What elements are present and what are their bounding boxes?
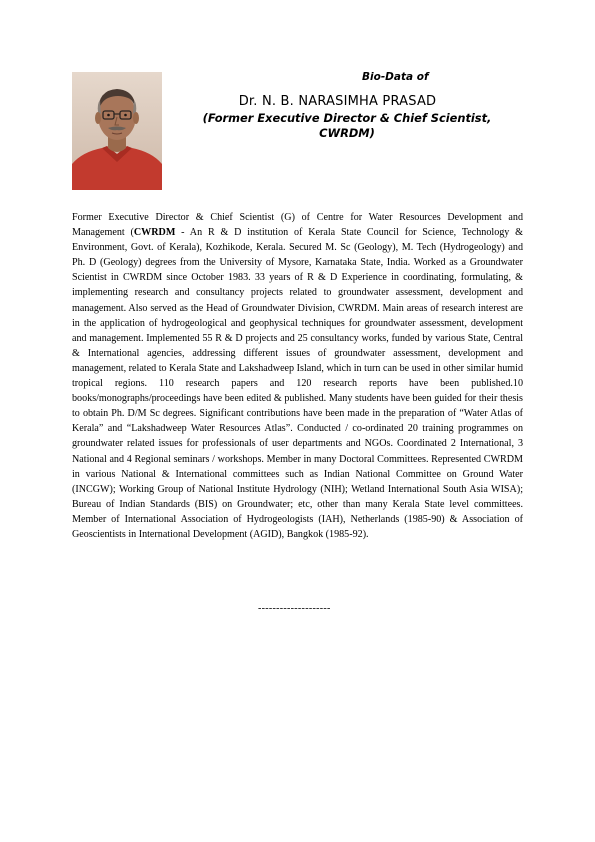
end-separator: -------------------- <box>258 603 331 614</box>
bio-bold-term: CWRDM <box>133 227 176 239</box>
bio-paragraph <box>72 210 523 542</box>
portrait-photo <box>72 72 162 190</box>
portrait-illustration <box>72 72 162 190</box>
person-name: Dr. N. B. NARASIMHA PRASAD <box>238 94 437 109</box>
biodata-label: Bio-Data of <box>362 71 429 83</box>
bio-text-start: Former Executive Director & Chief Scientist (G) of Centre for Water Resources Development and Management ( <box>72 212 523 239</box>
bio-text-rest: - An R & D institution of Kerala State Council for Science, Technology & Environment, Govt. of Kerala), Kozhikode, Kerala. Secured M. Sc (Geology), M. Tech (Hydrogeology) and Ph. D (Geology) degrees from the University of Mysore, Karnataka State, India. Worked as a Groundwater Scientist in CWRDM since October 1983. 33 years of R & D Experience in coordinating, formulating, & implementing research and consultancy projects related to groundwater assessment, development and management. Also served as the Head of Groundwater Division, CWRDM. Main areas of research interest are in the application of hydrogeological and geophysical techniques for groundwater assessment, development and management. Implemented 55 R & D projects and 25 consultancy works, funded by various State, Central & International agencies, addressing different issues of groundwater assessment, development and management, related to Kerala State and Lakshadweep Island, which in turn can be used in other similar humid tropical regions. 110 research papers and 120 research reports have been published.10 books/monographs/proceedings have been edited & published. Many students have been guided for their thesis to obtain Ph. D/M Sc degrees. Significant contributions have been made in the preparation of “Water Atlas of Kerala” and “Lakshadweep Water Resources Atlas”. Conducted / co-ordinated 20 training programmes on groundwater related issues for professionals of user departments and NGOs. Coordinated 2 International, 3 National and 4 Regional seminars / workshops. Member in many Doctoral Committees. Represented CWRDM in various National & International committees such as Indian National Committee on Ground Water (INCGW); Working Group of National Institute Hydrology (NIH); Wetland International South Asia WISA); Bureau of Indian Standards (BIS) on Groundwater; etc, other than many Kerala State level committees. Member of International Association of Hydrogeologists (IAH), Netherlands (1985-90) & Association of Geoscientists in International Development (AGID), Bangkok (1985-92). <box>72 227 523 540</box>
person-title: (Former Executive Director & Chief Scientist, CWRDM) <box>202 111 492 140</box>
